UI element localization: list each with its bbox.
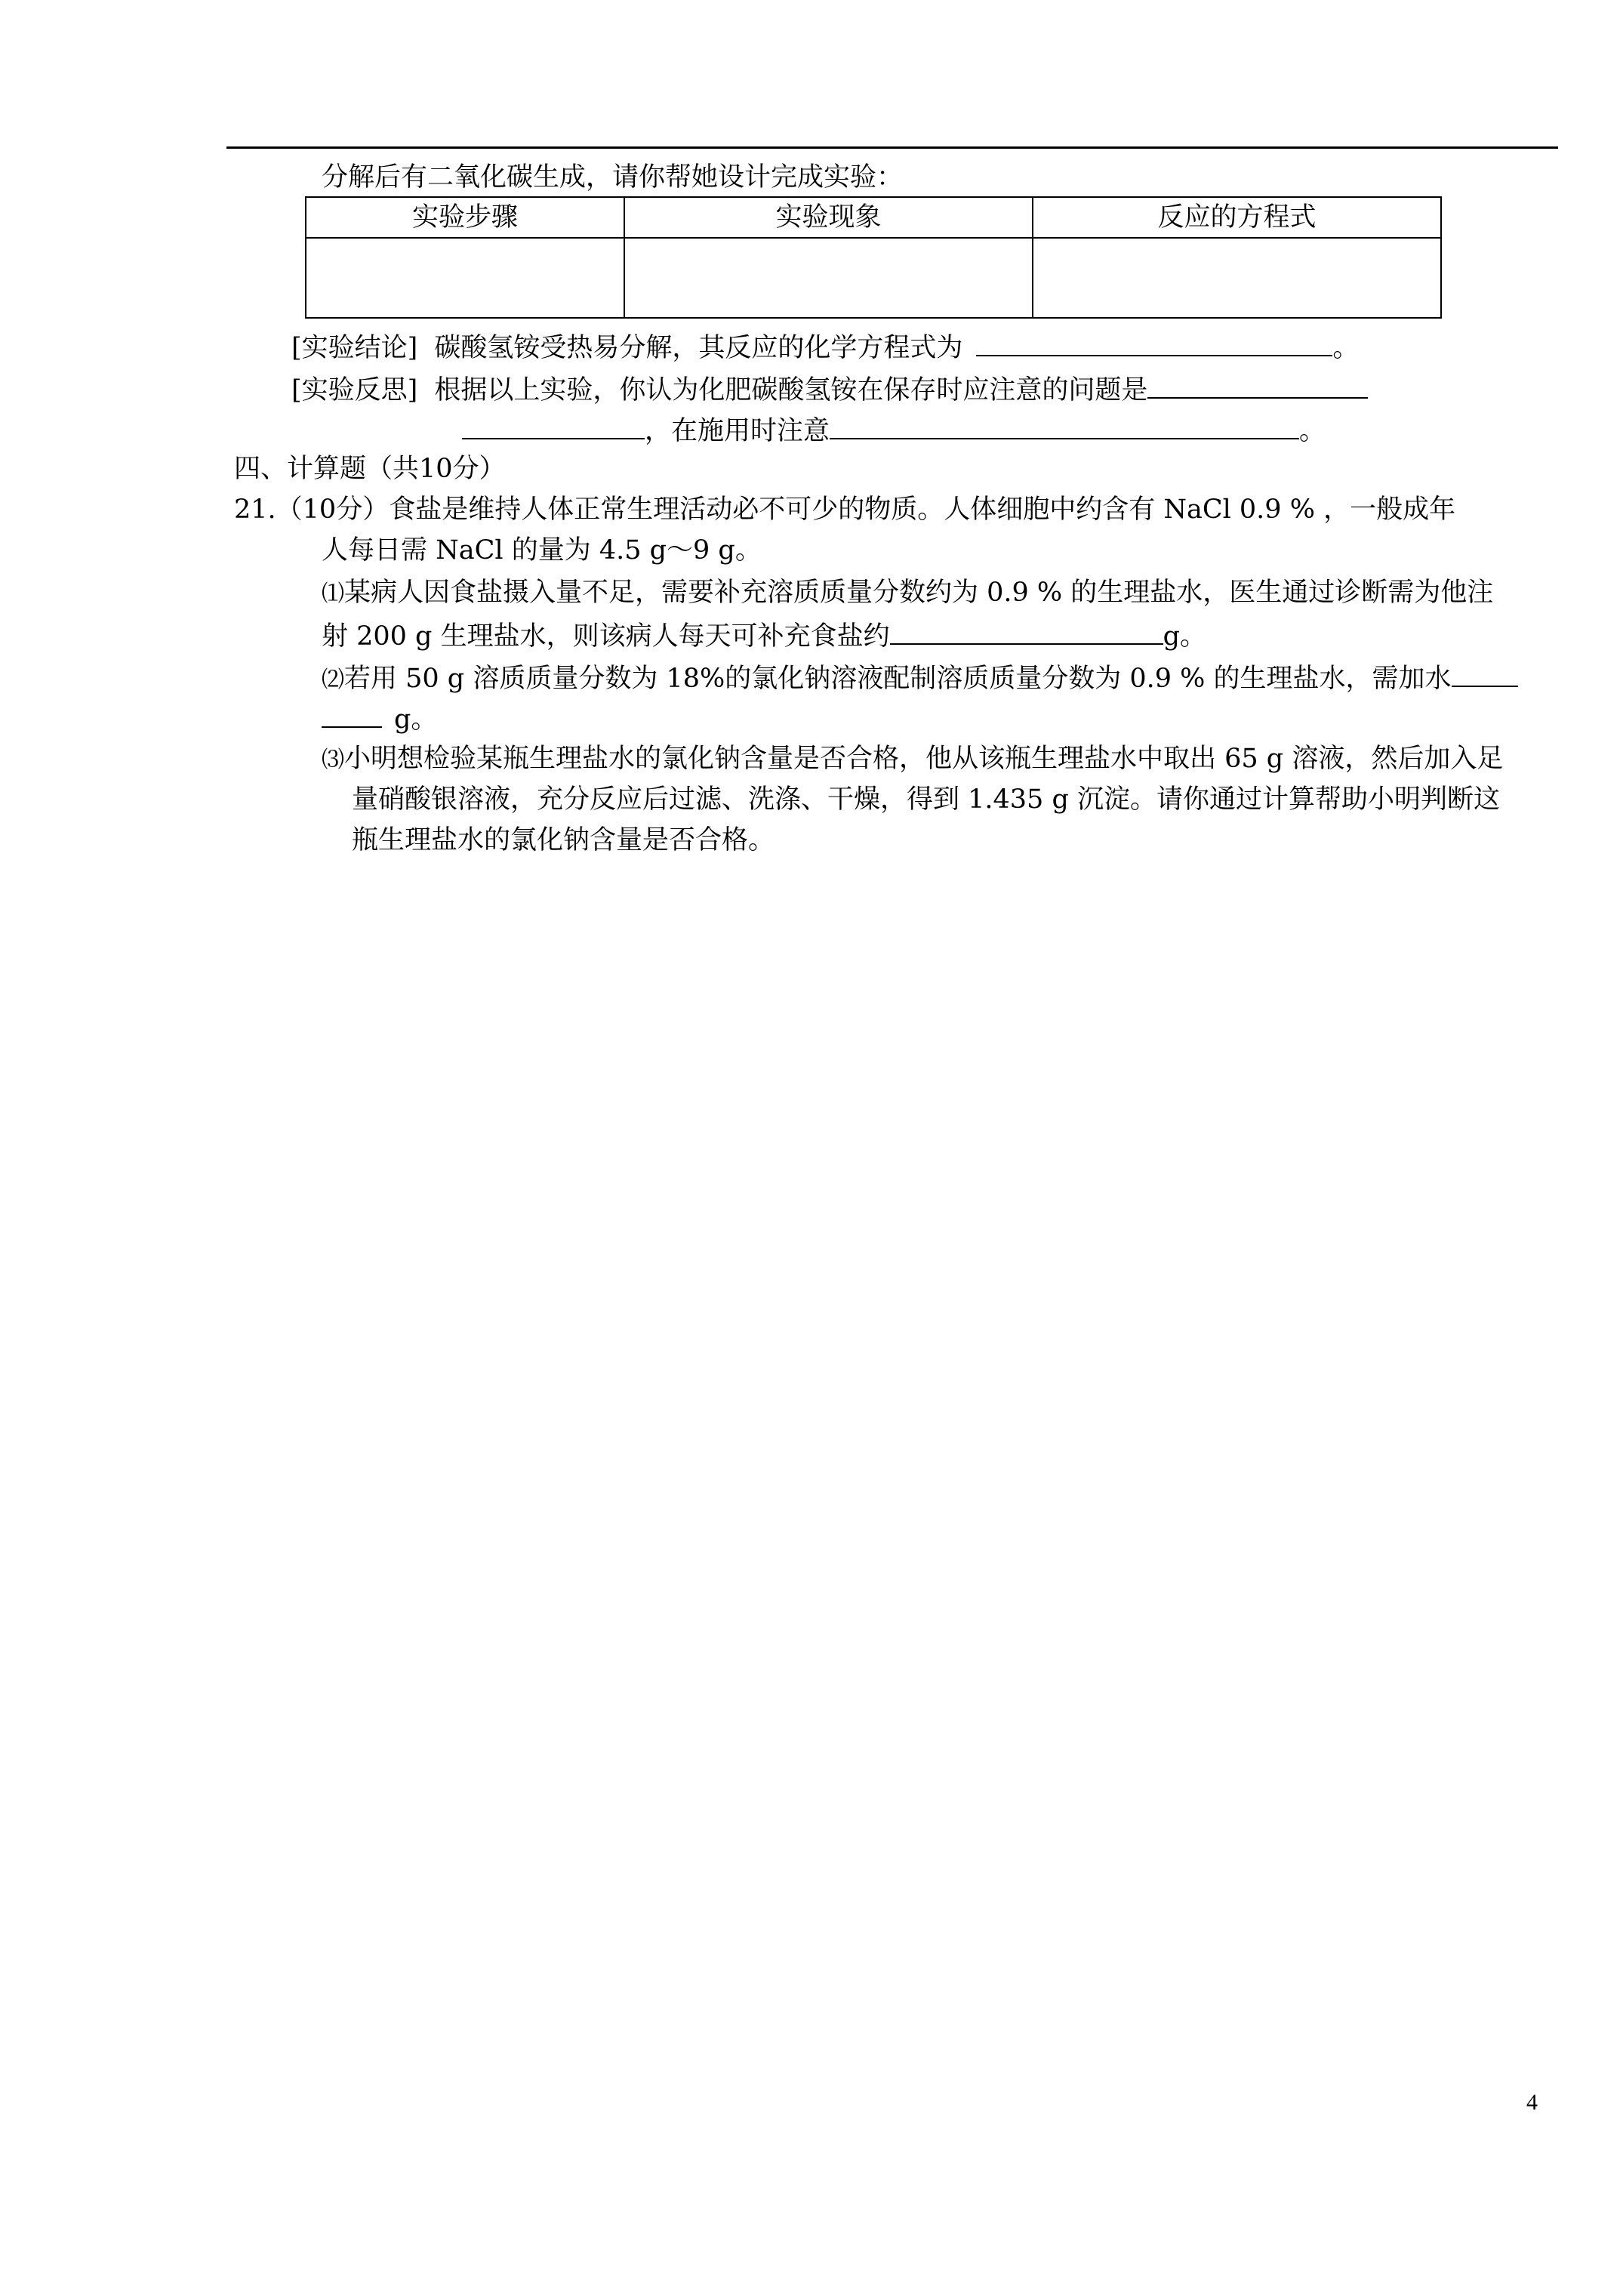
q21-part2-unit: g。 [394,704,438,735]
q21-part3-label: ⑶ [322,747,344,773]
experiment-table [305,196,1442,319]
q21-part1-text: 某病人因食盐摄入量不足，需要补充溶质质量分数约为 0.9 % 的生理盐水，医生通过诊断需为他注 [344,578,1494,608]
conclusion-tag: [实验结论] [291,333,418,363]
q21-part1-line-1 [322,580,1493,606]
reflection-storage-blank[interactable] [1147,374,1368,399]
q21-part2-text: 若用 50 g 溶质质量分数为 18%的氯化钠溶液配制溶质质量分数为 0.9 % 的生理盐水，需加水 [344,664,1452,694]
reflection-line [291,374,1368,404]
conclusion-end: 。 [1332,333,1360,363]
table-header-steps: 实验步骤 [306,197,624,238]
table-header-row [306,197,1441,238]
reflection-usage-blank[interactable] [830,415,1299,439]
q21-line-1: 21.（10分）食盐是维持人体正常生理活动必不可少的物质。人体细胞中约含有 NaCl 0.9 % ，一般成年 [234,495,1456,525]
q21-part2-line-2 [322,704,437,733]
q21-part1-text-2: 射 200 g 生理盐水，则该病人每天可补充食盐约 [322,621,890,652]
q21-part3-line-3: 瓶生理盐水的氯化钠含量是否合格。 [352,825,775,855]
reflection-tag: [实验反思] [291,375,418,405]
q21-part1-line-2 [322,621,1206,650]
section-heading: 四、计算题（共10分） [234,454,506,484]
reflection-line-2 [462,415,1326,445]
table-header-equation: 反应的方程式 [1033,197,1441,238]
conclusion-text: 碳酸氢铵受热易分解，其反应的化学方程式为 [434,333,963,363]
q21-part2-line-1 [322,663,1518,692]
q21-part2-answer-blank-cont[interactable] [322,704,382,728]
table-cell-phenomena-blank[interactable] [624,238,1033,318]
header-rule [226,146,1558,149]
table-cell-steps-blank[interactable] [306,238,624,318]
q21-part3-line-1 [322,746,1503,772]
reflection-text: 根据以上实验，你认为化肥碳酸氢铵在保存时应注意的问题是 [434,375,1148,405]
table-header-phenomena: 实验现象 [624,197,1033,238]
table-row [306,238,1441,318]
conclusion-line [291,332,1359,362]
q21-part3-line-2: 量硝酸银溶液，充分反应后过滤、洗涤、干燥，得到 1.435 g 沉淀。请你通过计算帮助小明判断这 [352,784,1500,815]
q21-part2-label: ⑵ [322,667,344,693]
q21-part3-text: 小明想检验某瓶生理盐水的氯化钠含量是否合格，他从该瓶生理盐水中取出 65 g 溶液，然后加入足 [344,744,1504,774]
conclusion-answer-blank[interactable] [976,332,1332,356]
page-number: 4 [1526,2090,1538,2115]
intro-text: 分解后有二氧化碳生成，请你帮她设计完成实验： [322,162,904,193]
table-cell-equation-blank[interactable] [1033,238,1441,318]
q21-line-2: 人每日需 NaCl 的量为 4.5 g～9 g。 [322,535,762,566]
q21-part1-unit: g。 [1163,621,1206,652]
q21-part1-label: ⑴ [322,581,344,607]
reflection-text2: ，在施用时注意 [645,416,830,446]
reflection-storage-blank-cont[interactable] [462,415,645,439]
q21-part2-answer-blank[interactable] [1452,663,1518,687]
q21-part1-answer-blank[interactable] [890,621,1163,645]
reflection-end: 。 [1299,416,1326,446]
